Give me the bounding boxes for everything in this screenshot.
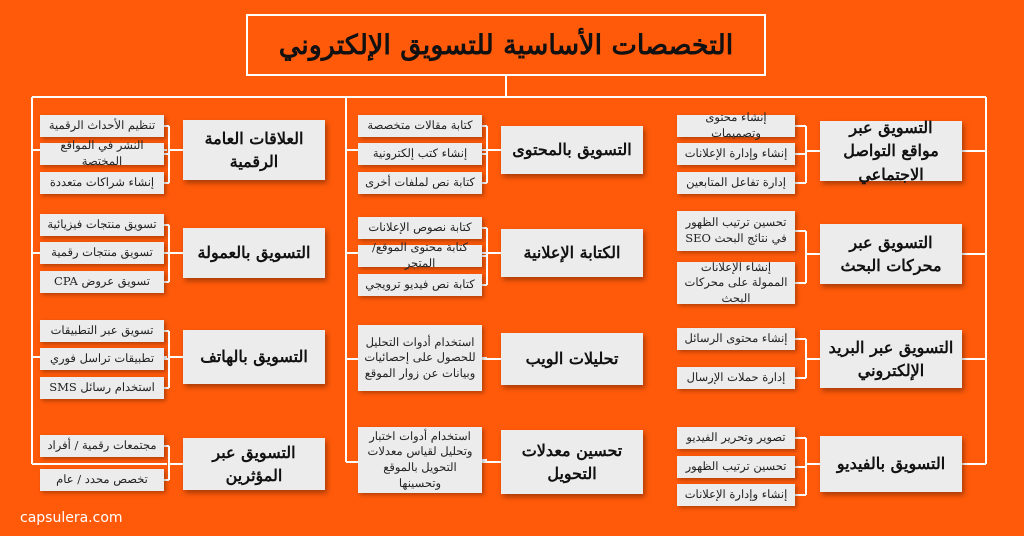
left-subitem-3-0: مجتمعات رقمية / أفراد (40, 435, 164, 457)
middle-subitem-1-2: كتابة نص فيديو ترويجي (358, 274, 482, 296)
left-subitem-0-2: إنشاء شراكات متعددة (40, 172, 164, 194)
left-category-1: التسويق بالعمولة (183, 228, 325, 278)
left-subitem-1-1: تسويق منتجات رقمية (40, 242, 164, 264)
left-category-3: التسويق عبر المؤثرين (183, 438, 325, 490)
right-category-2: التسويق عبر البريد الإلكتروني (820, 330, 962, 388)
right-subitem-1-1: إنشاء الإعلانات الممولة على محركات البحث (677, 262, 795, 304)
diagram-title: التخصصات الأساسية للتسويق الإلكتروني (246, 14, 766, 76)
right-subitem-3-1: تحسين ترتيب الظهور (677, 456, 795, 478)
left-subitem-3-1: تخصص محدد / عام (40, 469, 164, 491)
middle-category-1: الكتابة الإعلانية (501, 229, 643, 277)
right-category-1: التسويق عبر محركات البحث (820, 224, 962, 284)
left-subitem-2-1: تطبيقات تراسل فوري (40, 348, 164, 370)
right-subitem-2-0: إنشاء محتوى الرسائل (677, 328, 795, 350)
middle-subitem-0-2: كتابة نص لملفات أخرى (358, 172, 482, 194)
middle-category-0: التسويق بالمحتوى (501, 126, 643, 174)
left-subitem-1-2: تسويق عروض CPA (40, 271, 164, 293)
middle-category-2: تحليلات الويب (501, 333, 643, 385)
middle-category-3: تحسين معدلات التحويل (501, 430, 643, 494)
middle-subitem-1-1: كتابة محتوى الموقع/المتجر (358, 245, 482, 267)
left-category-0: العلاقات العامة الرقمية (183, 120, 325, 180)
right-subitem-0-2: إدارة تفاعل المتابعين (677, 172, 795, 194)
right-category-0: التسويق عبر مواقع التواصل الاجتماعي (820, 121, 962, 181)
middle-subitem-1-0: كتابة نصوص الإعلانات (358, 217, 482, 239)
middle-subitem-0-0: كتابة مقالات متخصصة (358, 115, 482, 137)
middle-subitem-0-1: إنشاء كتب إلكترونية (358, 143, 482, 165)
right-subitem-0-1: إنشاء وإدارة الإعلانات (677, 143, 795, 165)
left-category-2: التسويق بالهاتف (183, 330, 325, 384)
left-subitem-1-0: تسويق منتجات فيزيائية (40, 214, 164, 236)
right-subitem-2-1: إدارة حملات الإرسال (677, 367, 795, 389)
right-subitem-0-0: إنشاء محتوى وتصميمات (677, 115, 795, 137)
left-subitem-0-1: النشر في المواقع المختصة (40, 143, 164, 165)
right-subitem-3-0: تصوير وتحرير الفيديو (677, 427, 795, 449)
right-category-3: التسويق بالفيديو (820, 436, 962, 492)
site-watermark: capsulera.com (20, 510, 123, 526)
middle-subitem-3-0: استخدام أدوات اختبار وتحليل لقياس معدلات التحويل بالموقع وتحسينها (358, 427, 482, 493)
right-subitem-1-0: تحسين ترتيب الظهور في نتائج البحث SEO (677, 211, 795, 251)
right-subitem-3-2: إنشاء وإدارة الإعلانات (677, 484, 795, 506)
left-subitem-2-2: استخدام رسائل SMS (40, 377, 164, 399)
left-subitem-2-0: تسويق عبر التطبيقات (40, 320, 164, 342)
left-subitem-0-0: تنظيم الأحداث الرقمية (40, 115, 164, 137)
middle-subitem-2-0: استخدام أدوات التحليل للحصول على إحصائيات وبيانات عن زوار الموقع (358, 325, 482, 391)
